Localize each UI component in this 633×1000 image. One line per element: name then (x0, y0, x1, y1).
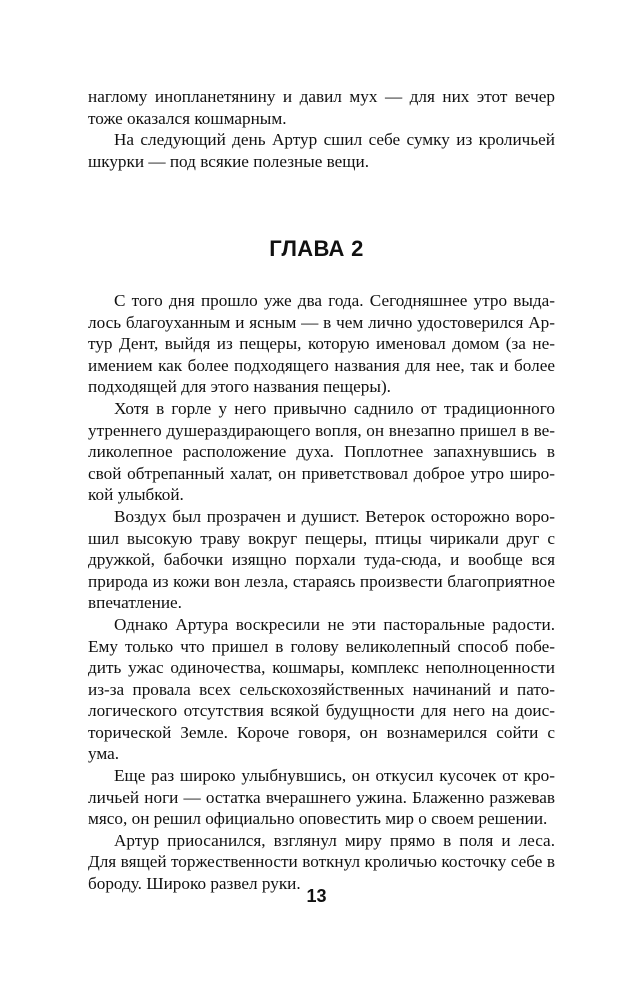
paragraph-continued: наглому инопланетянину и давил мух — для них этот вечер тоже оказался кошмарным. (88, 87, 555, 128)
paragraph: На следующий день Артур сшил себе сумку из кроличьей шкурки — под всякие полезные вещи. (88, 130, 555, 171)
paragraph: Хотя в горле у него привычно саднило от традиционного утреннего душераздирающего вопля, он внезапно пришел в великолепное расположение духа. Поплотнее запахнувшись в свой обтрепанный халат, он приветствовал доброе утро широкой улыбкой. (88, 398, 555, 505)
paragraph: Артур приосанился, взглянул миру прямо в поля и леса. Для вящей торжественности воткнул кроличью косточку себе в бороду. Широко развел руки. (88, 830, 555, 894)
chapter-heading: ГЛАВА 2 (269, 236, 364, 261)
page-number: 13 (306, 886, 327, 906)
chapter-body (88, 290, 555, 895)
paragraph: Воздух был прозрачен и душист. Ветерок осторожно ворошил высокую траву вокруг пещеры, птицы чирикали друг с дружкой, бабочки изящно порхали туда-сюда, и вообще вся природа из кожи вон лезла, стараясь произвести благоприятное впечатление. (88, 506, 555, 613)
paragraph: Однако Артура воскресили не эти пасторальные радости. Ему только что пришел в голову великолепный способ победить ужас одиночества, кошмары, комплекс неполноценности из-за провала всех сельскохозяйственных начинаний и патологического отсутствия всякой будущности для него на доисторической Земле. Короче говоря, он вознамерился сойти с ума. (88, 614, 555, 764)
previous-chapter-ending (88, 86, 555, 172)
paragraph: Еще раз широко улыбнувшись, он откусил кусочек от кроличьей ноги — остатка вчерашнего ужина. Блаженно разжевав мясо, он решил официально оповестить мир о своем решении. (88, 766, 555, 829)
paragraph: С того дня прошло уже два года. Сегодняшнее утро выдалось благоуханным и ясным — в чем лично удостоверился Артур Дент, выйдя из пещеры, которую именовал домом (за неимением как более подходящего названия для нее, так и более подходящей для этого названия пещеры). (88, 291, 555, 397)
